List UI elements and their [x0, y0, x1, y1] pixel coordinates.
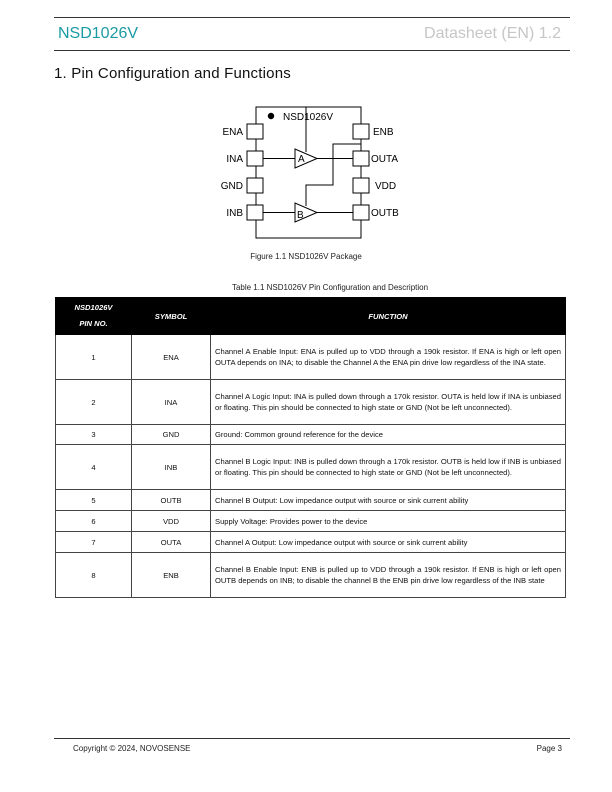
header-symbol: SYMBOL — [132, 298, 211, 335]
header-pin-no — [56, 298, 132, 335]
pin-function: Channel A Output: Low impedance output with source or sink current ability — [211, 532, 566, 553]
pin-function: Supply Voltage: Provides power to the device — [211, 511, 566, 532]
buffer-b-label: B — [297, 210, 304, 221]
page-number: Page 3 — [536, 744, 562, 753]
table-row — [56, 490, 566, 511]
table-row — [56, 511, 566, 532]
table-row — [56, 553, 566, 598]
pin-box-gnd — [247, 178, 263, 193]
pin-function: Channel A Enable Input: ENA is pulled up to VDD through a 190k resistor. If ENA is high or left open OUTA depends on INA; to disable the Channel A the ENA pin drive low regardless of the INA state. — [211, 335, 566, 380]
pin-symbol: OUTA — [132, 532, 211, 553]
wire-enb-enable — [306, 139, 361, 206]
table-caption: Table 1.1 NSD1026V Pin Configuration and Description — [231, 283, 429, 292]
pin-number: 1 — [56, 335, 132, 380]
pin-symbol: INA — [132, 380, 211, 425]
pin-label-vdd: VDD — [375, 181, 397, 192]
pin-function: Channel B Output: Low impedance output with source or sink current ability — [211, 490, 566, 511]
pin-symbol: ENB — [132, 553, 211, 598]
pin-symbol: GND — [132, 425, 211, 445]
pin-label-ena: ENA — [222, 127, 243, 138]
pin-symbol: ENA — [132, 335, 211, 380]
pin-function: Channel B Logic Input: INB is pulled down through a 170k resistor. OUTB is held low if INB is unbiased or floating. This pin should be connected to high state or GND (Not be left unconnected). — [211, 445, 566, 490]
pin-label-outa: OUTA — [371, 154, 399, 165]
table-row — [56, 335, 566, 380]
header-rule-top — [54, 17, 570, 18]
pin-box-inb — [247, 205, 263, 220]
buffer-a-label: A — [298, 154, 305, 165]
pin-number: 2 — [56, 380, 132, 425]
figure-caption: Figure 1.1 NSD1026V Package — [250, 252, 362, 261]
pin-label-outb: OUTB — [371, 208, 399, 219]
pin-table — [55, 297, 566, 598]
table-row — [56, 532, 566, 553]
table-row — [56, 425, 566, 445]
pin-function: Ground: Common ground reference for the device — [211, 425, 566, 445]
pin-box-ena — [247, 124, 263, 139]
pin-box-outb — [353, 205, 369, 220]
pin-number: 5 — [56, 490, 132, 511]
pin-number: 4 — [56, 445, 132, 490]
pin-label-gnd: GND — [220, 181, 243, 192]
pin1-marker — [268, 113, 274, 119]
header-function: FUNCTION — [211, 298, 566, 335]
product-name: NSD1026V — [58, 25, 139, 42]
pin-number: 6 — [56, 511, 132, 532]
pin-number: 7 — [56, 532, 132, 553]
pin-label-ina: INA — [226, 154, 243, 165]
pin-label-enb: ENB — [373, 127, 394, 138]
pin-number: 8 — [56, 553, 132, 598]
document-type: Datasheet (EN) 1.2 — [424, 25, 561, 42]
header-pin-line1: NSD1026V — [74, 303, 113, 312]
package-diagram — [205, 102, 415, 242]
pin-box-vdd — [353, 178, 369, 193]
pin-box-ina — [247, 151, 263, 166]
pin-symbol: VDD — [132, 511, 211, 532]
table-row — [56, 445, 566, 490]
pin-box-enb — [353, 124, 369, 139]
header-rule-bottom — [54, 50, 570, 51]
copyright: Copyright © 2024, NOVOSENSE — [73, 744, 191, 753]
chip-name-label: NSD1026V — [283, 112, 334, 123]
pin-symbol: OUTB — [132, 490, 211, 511]
table-header-row — [56, 298, 566, 335]
pin-function: Channel A Logic Input: INA is pulled down through a 170k resistor. OUTA is held low if INA is unbiased or floating. This pin should be connected to high state or GND (Not be left unconnected). — [211, 380, 566, 425]
pin-symbol: INB — [132, 445, 211, 490]
pin-function: Channel B Enable Input: ENB is pulled up to VDD through a 190k resistor. If ENB is high or left open OUTB depends on INB; to disable the channel B the ENB pin drive low regardless of the INB state — [211, 553, 566, 598]
table-row — [56, 380, 566, 425]
pin-number: 3 — [56, 425, 132, 445]
footer-rule — [54, 738, 570, 739]
package-outline — [256, 107, 361, 238]
section-title: 1. Pin Configuration and Functions — [54, 65, 291, 82]
header-pin-line2: PIN NO. — [79, 319, 108, 328]
pin-label-inb: INB — [226, 208, 243, 219]
pin-box-outa — [353, 151, 369, 166]
